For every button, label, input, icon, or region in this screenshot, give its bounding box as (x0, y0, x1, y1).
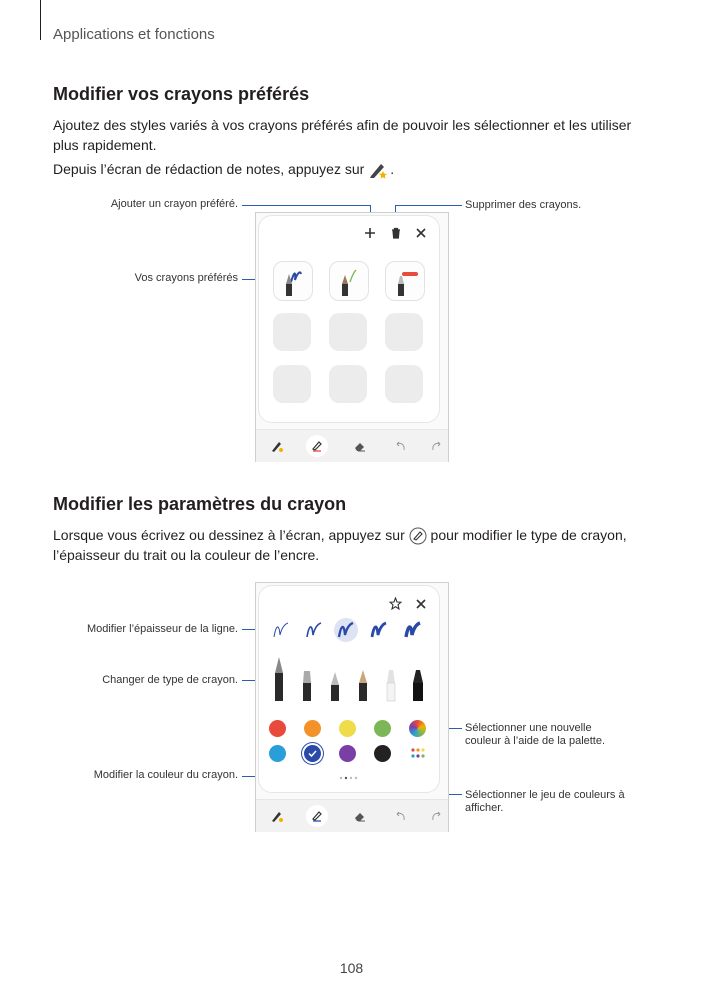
color-swatch-selected[interactable] (304, 745, 321, 762)
empty-slot[interactable] (329, 313, 367, 351)
undo-icon[interactable] (389, 805, 411, 827)
bottom-toolbar (256, 429, 448, 462)
eraser-icon[interactable] (349, 805, 371, 827)
pencil-type[interactable] (356, 669, 370, 703)
color-swatch[interactable] (374, 720, 391, 737)
pen-settings-icon (409, 527, 427, 545)
pen-settings-icon[interactable] (306, 805, 328, 827)
callout-color-set-line1: Sélectionner le jeu de couleurs à (465, 789, 625, 801)
color-swatch[interactable] (339, 745, 356, 762)
brush-pen-type[interactable] (328, 671, 342, 703)
checkmark-icon (304, 745, 321, 762)
section1-para2 (53, 159, 653, 179)
section1-para1: Ajoutez des styles variés à vos crayons préférés afin de pouvoir les sélectionner et les utiliser plus rapidement. (53, 117, 632, 153)
thickness-option-5[interactable] (402, 619, 424, 641)
empty-slot[interactable] (385, 365, 423, 403)
callout-color-set-line2: afficher. (465, 802, 504, 814)
close-icon[interactable] (415, 227, 427, 239)
section2-para (53, 525, 653, 565)
add-icon[interactable] (364, 227, 376, 239)
leader-add (242, 205, 370, 206)
section1-para2-text: Depuis l’écran de rédaction de notes, appuyez sur (53, 161, 365, 177)
calligraphy-pen-type[interactable] (300, 669, 314, 703)
callout-palette (465, 722, 605, 748)
highlighter-type[interactable] (384, 669, 398, 703)
favorite-pen-2[interactable] (329, 261, 369, 301)
eraser-icon[interactable] (349, 435, 371, 457)
favorites-screen (255, 212, 449, 462)
thickness-option-3[interactable] (335, 619, 357, 641)
empty-slot[interactable] (385, 313, 423, 351)
star-icon[interactable] (389, 597, 402, 610)
empty-slot[interactable] (273, 365, 311, 403)
leader-delete (395, 205, 462, 206)
callout-palette-line1: Sélectionner une nouvelle (465, 722, 592, 734)
thickness-option-4[interactable] (368, 619, 390, 641)
redo-icon[interactable] (426, 435, 448, 457)
thickness-option-1[interactable] (270, 619, 292, 641)
callout-color-set (465, 789, 625, 815)
color-set-icon[interactable] (411, 748, 425, 760)
page-number: 108 (339, 960, 364, 976)
pencil-icon (330, 262, 368, 300)
marker-icon (386, 262, 424, 300)
redo-icon[interactable] (426, 805, 448, 827)
favorite-pen-1[interactable] (273, 261, 313, 301)
thickness-option-2[interactable] (303, 619, 325, 641)
empty-slot[interactable] (273, 313, 311, 351)
color-swatch[interactable] (304, 720, 321, 737)
favorite-pen-3[interactable] (385, 261, 425, 301)
palette-wheel-icon[interactable] (409, 720, 426, 737)
callout-line-thickness: Modifier l’épaisseur de la ligne. (86, 623, 238, 635)
section1-para2-end: . (390, 161, 395, 177)
color-swatch[interactable] (269, 720, 286, 737)
callout-pen-color: Modifier la couleur du crayon. (93, 769, 238, 781)
fountain-pen-icon (274, 262, 312, 300)
header-rule (40, 0, 41, 40)
color-swatch[interactable] (374, 745, 391, 762)
pen-star-icon (368, 161, 390, 179)
chapter-title: Applications et fonctions (53, 26, 215, 43)
close-icon[interactable] (415, 598, 427, 610)
pen-star-icon[interactable] (266, 435, 288, 457)
section2-para-text-before: Lorsque vous écrivez ou dessinez à l’écran, appuyez sur (53, 527, 405, 543)
page-indicator (338, 776, 358, 780)
bottom-toolbar (256, 799, 448, 832)
pen-star-icon[interactable] (266, 805, 288, 827)
color-swatch[interactable] (269, 745, 286, 762)
section2-heading: Modifier les paramètres du crayon (53, 494, 347, 514)
callout-palette-line2: couleur à l’aide de la palette. (465, 735, 606, 747)
callout-pen-type: Changer de type de crayon. (102, 674, 238, 686)
empty-slot[interactable] (329, 365, 367, 403)
callout-add-favorite: Ajouter un crayon préféré. (110, 198, 238, 210)
fountain-pen-type[interactable] (272, 655, 286, 703)
trash-icon[interactable] (390, 227, 402, 239)
section1-heading: Modifier vos crayons préférés (53, 84, 310, 104)
pen-settings-screen (255, 582, 449, 832)
color-swatch[interactable] (339, 720, 356, 737)
undo-icon[interactable] (389, 435, 411, 457)
callout-delete-pens: Supprimer des crayons. (465, 199, 582, 211)
pen-settings-icon[interactable] (306, 435, 328, 457)
section2-para-text-after: pour modifier le type de crayon, l’épaisseur du trait ou la couleur de l’encre. (53, 527, 627, 564)
callout-favorite-pens: Vos crayons préférés (134, 272, 238, 284)
marker-type[interactable] (411, 669, 425, 703)
